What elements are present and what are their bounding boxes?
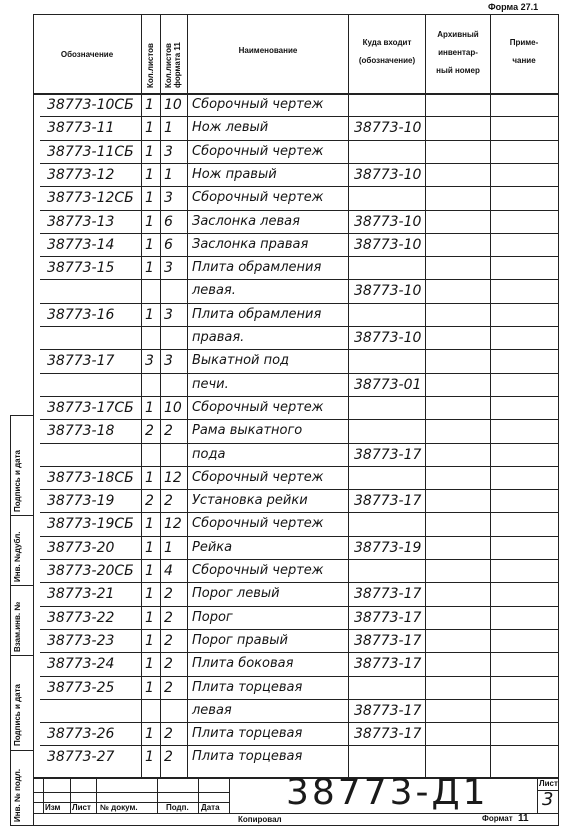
tb-podp: Подп.	[166, 803, 189, 812]
table-row	[0, 349, 563, 372]
cell-name: Сборочный чертеж	[192, 97, 324, 112]
cell-where-used: 38773-17	[354, 446, 422, 463]
table-row	[0, 512, 563, 535]
cell-where-used: 38773-10	[354, 213, 422, 230]
cell-qty-sheets: 1	[145, 632, 154, 649]
cell-qty-format: 3	[164, 306, 173, 323]
cell-designation: 38773-10СБ	[47, 97, 134, 113]
cell-name: Нож правый	[192, 166, 277, 182]
cell-where-used: 38773-17	[354, 656, 422, 673]
header-qty-sheets: Кол.листов	[146, 43, 155, 88]
table-row	[0, 233, 563, 256]
cell-name: Сборочный чертеж	[192, 399, 324, 415]
cell-name: Плита торцевая	[192, 749, 303, 765]
cell-where-used: 38773-10	[354, 166, 422, 183]
cell-qty-format: 3	[164, 190, 173, 207]
cell-designation: 38773-11СБ	[47, 143, 134, 160]
cell-designation: 38773-23	[47, 632, 115, 649]
cell-qty-sheets: 1	[145, 609, 154, 626]
cell-name: пода	[192, 446, 226, 462]
cell-qty-format: 3	[164, 260, 173, 277]
table-row	[0, 419, 563, 442]
cell-qty-format: 3	[164, 143, 173, 160]
cell-qty-sheets: 1	[145, 166, 154, 183]
cell-where-used: 38773-10	[354, 120, 422, 137]
table-row	[0, 489, 563, 512]
cell-name: Порог левый	[192, 586, 280, 602]
cell-designation: 38773-17	[47, 353, 115, 370]
side-label-signature-date-bottom: Подпись и дата	[13, 684, 22, 746]
table-row	[0, 303, 563, 326]
table-row	[0, 722, 563, 745]
cell-where-used: 38773-17	[354, 726, 422, 743]
table-row	[0, 373, 563, 396]
form-label: Форма 27.1	[488, 2, 539, 12]
cell-qty-format: 12	[164, 469, 182, 486]
table-row	[0, 676, 563, 699]
cell-qty-format: 2	[164, 423, 173, 440]
cell-name: Порог правый	[192, 632, 288, 648]
cell-designation: 38773-12	[47, 166, 115, 183]
cell-where-used: 38773-17	[354, 609, 422, 626]
cell-name: Плита боковая	[192, 656, 294, 672]
cell-qty-format: 2	[164, 749, 173, 766]
table-row	[0, 466, 563, 489]
table-row	[0, 186, 563, 209]
cell-qty-sheets: 1	[145, 213, 154, 230]
cell-qty-format: 6	[164, 236, 173, 253]
cell-where-used: 38773-10	[354, 330, 422, 346]
table-row	[0, 396, 563, 419]
table-row	[0, 606, 563, 629]
cell-qty-sheets: 1	[145, 260, 154, 277]
cell-qty-format: 2	[164, 632, 173, 649]
header-designation: Обозначение	[60, 50, 114, 59]
header-qty-format: Кол.листов формата 11	[164, 42, 182, 88]
cell-qty-format: 2	[164, 726, 173, 743]
cell-designation: 38773-16	[47, 306, 115, 323]
cell-where-used: 38773-01	[354, 376, 422, 393]
table-row	[0, 256, 563, 279]
cell-name: Плита обрамления	[192, 306, 322, 322]
header-archive-2: инвентар-	[438, 48, 478, 57]
cell-name: Сборочный чертеж	[192, 516, 324, 532]
tb-data: Дата	[201, 803, 220, 812]
cell-name: Установка рейки	[192, 493, 308, 509]
cell-name: Рейка	[192, 539, 233, 555]
cell-qty-format: 12	[164, 516, 182, 533]
table-row	[0, 326, 563, 349]
cell-qty-sheets: 1	[145, 539, 154, 556]
tb-copied: Копировал	[238, 815, 282, 824]
cell-qty-sheets: 1	[145, 563, 154, 579]
cell-qty-format: 10	[164, 97, 182, 113]
table-row	[0, 279, 563, 302]
cell-designation: 38773-26	[47, 726, 115, 743]
cell-qty-format: 2	[164, 656, 173, 673]
cell-name: Сборочный чертеж	[192, 563, 324, 578]
cell-qty-format: 2	[164, 609, 173, 626]
table-row	[0, 582, 563, 605]
cell-name: Порог	[192, 609, 233, 625]
table-row	[0, 443, 563, 466]
cell-where-used: 38773-17	[354, 702, 422, 719]
cell-qty-format: 2	[164, 493, 173, 510]
cell-designation: 38773-21	[47, 586, 115, 603]
cell-qty-sheets: 1	[145, 236, 154, 253]
tb-doc-no: № докум.	[100, 803, 138, 812]
cell-qty-sheets: 1	[145, 749, 154, 766]
cell-name: Выкатной под	[192, 353, 290, 369]
tb-format-label: Формат	[482, 814, 513, 823]
cell-name: левая	[192, 702, 232, 718]
table-row	[0, 93, 563, 116]
cell-qty-format: 10	[164, 399, 182, 416]
cell-where-used: 38773-17	[354, 632, 422, 649]
cell-qty-sheets: 1	[145, 586, 154, 603]
cell-name: Сборочный чертеж	[192, 469, 324, 485]
cell-designation: 38773-25	[47, 679, 115, 696]
cell-name: Сборочный чертеж	[192, 190, 324, 206]
cell-name: печи.	[192, 376, 229, 392]
cell-designation: 38773-15	[47, 260, 115, 277]
cell-name: Плита торцевая	[192, 726, 303, 742]
header-where-used-1: Куда входит	[362, 38, 412, 47]
table-row	[0, 140, 563, 163]
cell-where-used: 38773-17	[354, 586, 422, 603]
tb-format-value: 11	[518, 813, 529, 824]
cell-designation: 38773-14	[47, 236, 115, 253]
cell-qty-format: 1	[164, 166, 173, 183]
header-archive-3: ный номер	[436, 66, 480, 75]
cell-designation: 38773-17СБ	[47, 399, 134, 416]
cell-designation: 38773-20	[47, 539, 115, 556]
side-label-inv-podl: Инв. № подл.	[13, 768, 22, 822]
cell-qty-sheets: 1	[145, 190, 154, 207]
cell-qty-sheets: 3	[145, 353, 154, 370]
table-row	[0, 163, 563, 186]
cell-name: правая.	[192, 330, 245, 345]
cell-designation: 38773-27	[47, 749, 115, 766]
table-row	[0, 116, 563, 139]
tb-sheet-number: 3	[542, 789, 554, 810]
cell-name: левая.	[192, 283, 236, 299]
header-notes-1: Приме-	[509, 38, 539, 47]
table-row	[0, 652, 563, 675]
document-code: 38773-Д1	[286, 772, 489, 813]
cell-name: Плита обрамления	[192, 260, 322, 276]
cell-qty-format: 3	[164, 353, 173, 370]
cell-name: Нож левый	[192, 120, 269, 136]
cell-name: Заслонка левая	[192, 213, 300, 229]
cell-qty-sheets: 1	[145, 656, 154, 673]
cell-where-used: 38773-17	[354, 493, 422, 510]
cell-designation: 38773-12СБ	[47, 190, 134, 207]
cell-qty-sheets: 1	[145, 469, 154, 486]
cell-where-used: 38773-10	[354, 283, 422, 300]
cell-qty-format: 2	[164, 679, 173, 696]
cell-qty-format: 6	[164, 213, 173, 230]
cell-qty-sheets: 1	[145, 679, 154, 696]
tb-sheet-label: Лист	[539, 779, 558, 788]
table-row	[0, 536, 563, 559]
table-row	[0, 629, 563, 652]
cell-designation: 38773-18	[47, 423, 115, 440]
cell-qty-sheets: 2	[145, 423, 154, 440]
cell-qty-sheets: 1	[145, 399, 154, 416]
cell-name: Рама выкатного	[192, 423, 303, 439]
cell-where-used: 38773-10	[354, 236, 422, 253]
cell-designation: 38773-13	[47, 213, 115, 230]
cell-designation: 38773-19СБ	[47, 516, 134, 533]
side-label-signature-date-top: Подпись и дата	[13, 450, 22, 512]
cell-qty-sheets: 1	[145, 516, 154, 533]
cell-designation: 38773-24	[47, 656, 115, 673]
cell-qty-sheets: 2	[145, 493, 154, 510]
cell-qty-sheets: 1	[145, 143, 154, 160]
header-name: Наименование	[238, 46, 298, 55]
cell-designation: 38773-18СБ	[47, 469, 134, 486]
cell-qty-sheets: 1	[145, 97, 154, 113]
cell-qty-format: 1	[164, 539, 173, 556]
side-label-inv-dubl: Инв. №дубл.	[13, 531, 22, 582]
cell-qty-sheets: 1	[145, 726, 154, 743]
cell-designation: 38773-19	[47, 493, 115, 510]
header-archive-1: Архивный	[437, 30, 479, 39]
table-row	[0, 210, 563, 233]
side-label-vzam-inv: Взам.инв. №	[13, 601, 22, 652]
cell-qty-format: 1	[164, 120, 173, 137]
cell-designation: 38773-22	[47, 609, 115, 626]
cell-where-used: 38773-19	[354, 539, 422, 556]
cell-name: Заслонка правая	[192, 236, 309, 252]
cell-name: Сборочный чертеж	[192, 143, 324, 159]
cell-designation: 38773-11	[47, 120, 115, 137]
cell-name: Плита торцевая	[192, 679, 303, 695]
tb-izm: Изм	[45, 803, 61, 812]
cell-qty-format: 4	[164, 563, 173, 579]
cell-qty-format: 2	[164, 586, 173, 603]
cell-designation: 38773-20СБ	[47, 563, 134, 579]
cell-qty-sheets: 1	[145, 306, 154, 323]
table-row	[0, 699, 563, 722]
header-where-used-2: (обозначение)	[358, 56, 416, 65]
cell-qty-sheets: 1	[145, 120, 154, 137]
tb-list: Лист	[72, 803, 91, 812]
header-notes-2: чание	[512, 56, 536, 65]
table-row	[0, 559, 563, 582]
table-row	[0, 745, 563, 768]
